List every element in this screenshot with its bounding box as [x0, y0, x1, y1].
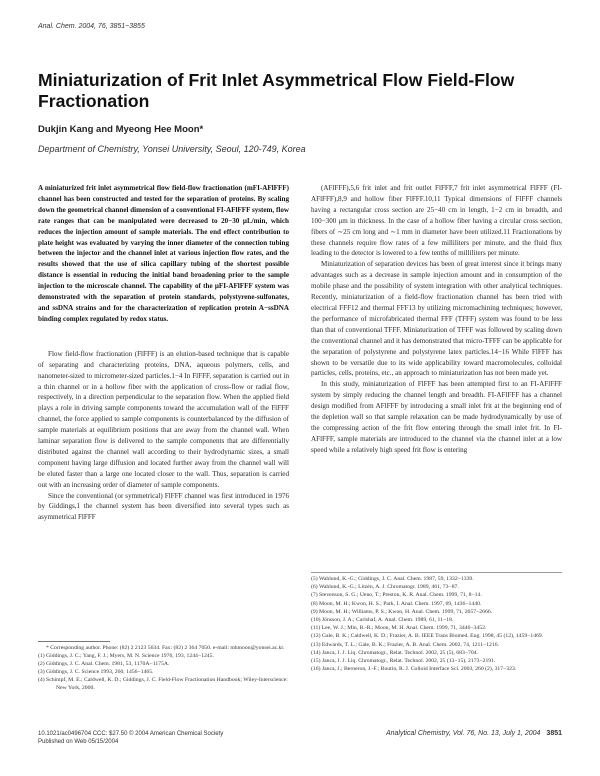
corresponding-author-note: * Corresponding author. Phone: (82) 2 2123 5634. Fax: (82) 2 364 7050. e-mail: mhmoon@yonsei.ac.kr.: [46, 645, 285, 651]
abstract: A miniaturized frit inlet asymmetrical flow field-flow fractionation (mFI-AFlFFF) channel has been constructed and tested for the separation of proteins. By scaling down the geometrical channel dimension of a conventional FI-AFlFFF system, flow rate ranges that can be manipulated were decreased to 20−30 μL/min, which reduces the injection amount of sample materials. The end effect contribution to plate height was evaluated by varying the inner diameter of the connection tubing between the injector and the channel inlet at various injection flow rates, and the results showed that the use of silica capillary tubing of the shortest possible distance is essential in reducing the initial band broadening prior to the sample injection to the microscale channel. The capability of the μFI-AFlFFF system was demonstrated with the separation of protein standards, polystyrene-sulfonates, and ssDNA strains and for the characterization of replication protein A−ssDNA binding complex regulated by redox status.: [38, 184, 289, 323]
reference-item: (11) Lee, W. J.; Min, B.-R.; Moon, M. H. Anal. Chem. 1999, 71, 3446−3452.: [311, 625, 487, 632]
affiliation: Department of Chemistry, Yonsei University, Seoul, 120-749, Korea: [38, 144, 306, 154]
footnote-reference: (2) Giddings, J. C. Anal. Chem. 1981, 53, 1170A−1175A.: [38, 660, 170, 667]
reference-divider: [311, 572, 562, 573]
reference-item: (14) Janca, J. J. Liq. Chromatogr., Relat. Technol. 2002, 25 (5), 683−704.: [311, 649, 478, 656]
body-paragraph: Flow field-flow fractionation (FlFFF) is an elution-based technique that is capable of separating and characterizing proteins, DNA, aqueous polymers, cells, and nanometer-sized to micrometer-sized particles.1−4 In FlFFF, separation is carried out in a thin channel or in a hollow fiber with the application of cross-flow or radial flow, respectively, in a direction perpendicular to the separation flow. When the applied field plays a role in driving sample components toward the accumulation wall of the FlFFF channel, the force applied to sample components is counterbalanced by the diffusion of sample materials at equilibrium positions that are away from the channel wall. When laminar separation flow is delivered to the sample components that are differentially distributed against the channel wall according to their hydrodynamic sizes, a small component having large diffusion and located further away from the channel wall will be eluted faster than a large one located closer to the wall. Thus, separation is carried out with an increasing order of diameter of sample components.: [38, 349, 289, 489]
journal-issue: Analytical Chemistry, Vol. 76, No. 13, July 1, 2004: [385, 730, 541, 737]
doi-block: [38, 730, 223, 746]
reference-item: (16) Janca, J.; Berneron, J.-F.; Boutin, R. J. Colloid Interface Sci. 2003, 260 (2), 317−323.: [311, 666, 517, 673]
reference-item: (12) Gale, B. K.; Caldwell, K. D.; Frazier, A. B. IEEE Trans Biomed. Eng. 1998, 45 (12), 1459−1469.: [311, 633, 544, 640]
right-column: [311, 183, 562, 456]
body-paragraph: Miniaturization of separation devices has been of great interest since it brings many advantages such as a decrease in sample injection amount and in consumption of the mobile phase and the possibility of system integration with other analytical techniques. Recently, miniaturization of a field-flow fractionation channel has been tried with electrical FFF12 and thermal FFF13 by utilizing micromachining techniques; however, the performance of microfabricated thermal FFF (TFFF) system was found to be less than that of conventional TFFF. Miniaturization of TFFF was followed by scaling down the conventional channel and it has demonstrated that micro-TFFF can be applicable for the separation of polystyrene and polystyrene latex particles.14−16 While FlFFF has shown to be versatile due to its wide applicability toward macromolecules, colloidal particles, cells, proteins, etc., an approach to miniaturization has not been made yet.: [311, 260, 562, 378]
reference-list: [311, 575, 562, 673]
reference-item: (6) Wahlund, K.-G.; Litzén, A. J. Chromatogr. 1989, 461, 73−87.: [311, 584, 459, 591]
body-paragraph: (AFlFFF),5,6 frit inlet and frit outlet FlFFF,7 frit inlet asymmetrical FlFFF (FI-AFlFFF),8,9 and hollow fiber FlFFF.10,11 Typical dimensions of FlFFF channels having a rectangular cross section are 25−40 cm in length, 1−2 cm in breadth, and 100−300 μm in thickness. In the case of a hollow fiber having a circular cross section, fibers of ∼25 cm long and ∼1 mm in diameter have been utilized.11 Fractionations by these channels require flow rates of a few milliliters per minute, and the fluid flux leading to the detector is lowered to a few tenths of milliliters per minute.: [311, 184, 562, 258]
page-footer: [311, 730, 562, 737]
footnotes: [38, 645, 289, 692]
reference-item: (9) Moon, M. H.; Williams, P. S.; Kwon, H. Anal. Chem. 1999, 71, 2657−2666.: [311, 608, 493, 615]
left-column: [38, 183, 289, 523]
author-list: Dukjin Kang and Myeong Hee Moon*: [38, 124, 204, 135]
doi-line: 10.1021/ac0496704 CCC: $27.50 © 2004 American Chemical Society: [38, 731, 224, 737]
footnote-reference: (1) Giddings, J. C.; Yang, F. J.; Myers, M. N. Science 1976, 193, 1244−1245.: [38, 652, 214, 659]
page-number: 3851: [546, 730, 562, 737]
footnote-divider: [38, 641, 110, 642]
published-line: Published on Web 05/15/2004: [38, 739, 119, 745]
footnote-reference: (3) Giddings, J. C. Science 1993, 260, 1456−1465.: [38, 668, 154, 675]
reference-item: (5) Wahlund, K.-G.; Giddings, J. C. Anal. Chem. 1987, 59, 1332−1339.: [311, 576, 474, 582]
reference-item: (10) Jönsson, J. A.; Carlshaf, A. Anal. Chem. 1989, 61, 11−18.: [311, 617, 454, 624]
body-paragraph: Since the conventional (or symmetrical) FlFFF channel was first introduced in 1976 by Giddings,1 the channel system has been diversified into several types such as asymmetrical FlFFF: [38, 491, 289, 522]
reference-item: (13) Edwards, T. L.; Gale, B. K.; Frazier, A. B. Anal. Chem. 2002, 74, 1211−1216.: [311, 641, 500, 648]
footnote-reference: (4) Schimpf, M. E.; Caldwell, K. D.; Giddings, J. C. Field-Flow Fractionation Handbook; Wiley-Interscience: New York, 2000.: [38, 676, 288, 691]
reference-item: (15) Janca, J. J. Liq. Chromatogr., Relat. Technol. 2002, 25 (13−15), 2173−2191.: [311, 658, 496, 665]
reference-item: (8) Moon, M. H.; Kwon, H. S.; Park, I. Anal. Chem. 1997, 69, 1436−1440.: [311, 600, 482, 607]
journal-reference: Anal. Chem. 2004, 76, 3851−3855: [38, 23, 145, 30]
reference-item: (7) Stevenson, S. G.; Ueno, T.; Preston, K. R. Anal. Chem. 1999, 71, 8−14.: [311, 592, 482, 599]
body-paragraph: In this study, miniaturization of FlFFF has been attempted first to an FI-AFlFFF system by simply reducing the channel length and breadth. FI-AFlFFF has a channel design modified from AFlFFF by introducing a small inlet frit at the beginning end of the depletion wall so that sample relaxation can be made hydrodynamically by use of the compressing action of the frit flow entering through the small inlet frit. In FI-AFlFFF, sample materials are introduced to the channel via the channel inlet at a low speed while a relatively high speed frit flow is entering: [311, 380, 562, 454]
article-title: Miniaturization of Frit Inlet Asymmetrical Flow Field-Flow Fractionation: [38, 70, 515, 111]
